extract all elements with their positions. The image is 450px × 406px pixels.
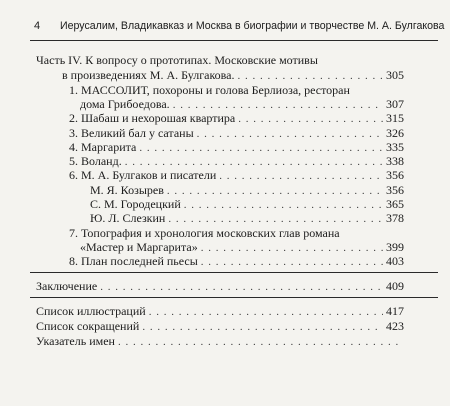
dot-leader (118, 334, 401, 350)
running-title: Иерусалим, Владикавказ и Москва в биографии и творчестве М. А. Булгакова (60, 20, 445, 32)
toc-page: 423 (386, 319, 404, 333)
toc-entry-ch1: дома Грибоедова. . . . 307 (80, 96, 404, 112)
toc-page: 326 (386, 126, 404, 140)
toc-page: 338 (386, 154, 404, 168)
section-rule (30, 272, 438, 273)
toc-entry-conclusion: Заключение . . . 409 (36, 278, 404, 294)
toc-entry-ch6b: С. М. Городецкий . . . 365 (90, 196, 404, 212)
toc-page: 378 (386, 211, 404, 225)
toc-page: 307 (386, 97, 404, 111)
toc-entry-part4: в произведениях М. А. Булгакова. . . . 305 (62, 67, 404, 83)
dot-leader (100, 279, 383, 295)
toc-ch1-title: 1. МАССОЛИТ, похороны и голова Берлиоза, ресторан (69, 83, 350, 97)
toc-page: 417 (386, 304, 404, 318)
toc-entry-ch2: 2. Шабаш и нехорошая квартира . . . 315 (69, 110, 404, 126)
toc-entry-ch7: «Мастер и Маргарита» . . . 399 (80, 239, 404, 255)
dot-leader (201, 254, 383, 270)
toc-entry-abbreviations: Список сокращений . . . 423 (36, 318, 404, 334)
toc-entry-ch6: 6. М. А. Булгаков и писатели . . . 356 (69, 167, 404, 183)
toc-part4-title: Часть IV. К вопросу о прототипах. Московские мотивы (36, 53, 318, 67)
running-header (34, 18, 445, 34)
toc-page: 305 (386, 68, 404, 82)
toc-entry-index: Указатель имен . . . (36, 333, 404, 349)
toc-entry-ch6a: М. Я. Козырев . . . 356 (90, 182, 404, 198)
toc-page: 335 (386, 140, 404, 154)
toc-page: 365 (386, 197, 404, 211)
header-rule (30, 40, 438, 41)
toc-page: 403 (386, 254, 404, 268)
toc-entry-ch8: 8. План последней пьесы . . . 403 (69, 253, 404, 269)
toc-page: 315 (386, 111, 404, 125)
toc-entry-illustrations: Список иллюстраций . . . 417 (36, 303, 404, 319)
toc-page: 399 (386, 240, 404, 254)
section-rule (30, 297, 438, 298)
toc-entry-ch4: 4. Маргарита . . . 335 (69, 139, 404, 155)
toc-page: 356 (386, 183, 404, 197)
toc-page: 356 (386, 168, 404, 182)
toc-entry-ch6c: Ю. Л. Слезкин . . . 378 (90, 210, 404, 226)
toc-entry-ch3: 3. Великий бал у сатаны . . . 326 (69, 125, 404, 141)
toc-page: 409 (386, 279, 404, 293)
toc-ch7-title: 7. Топография и хронология московских глав романа (69, 226, 340, 240)
toc-entry-ch5: 5. Воланд. . . . 338 (69, 153, 404, 169)
page-number: 4 (34, 20, 41, 32)
